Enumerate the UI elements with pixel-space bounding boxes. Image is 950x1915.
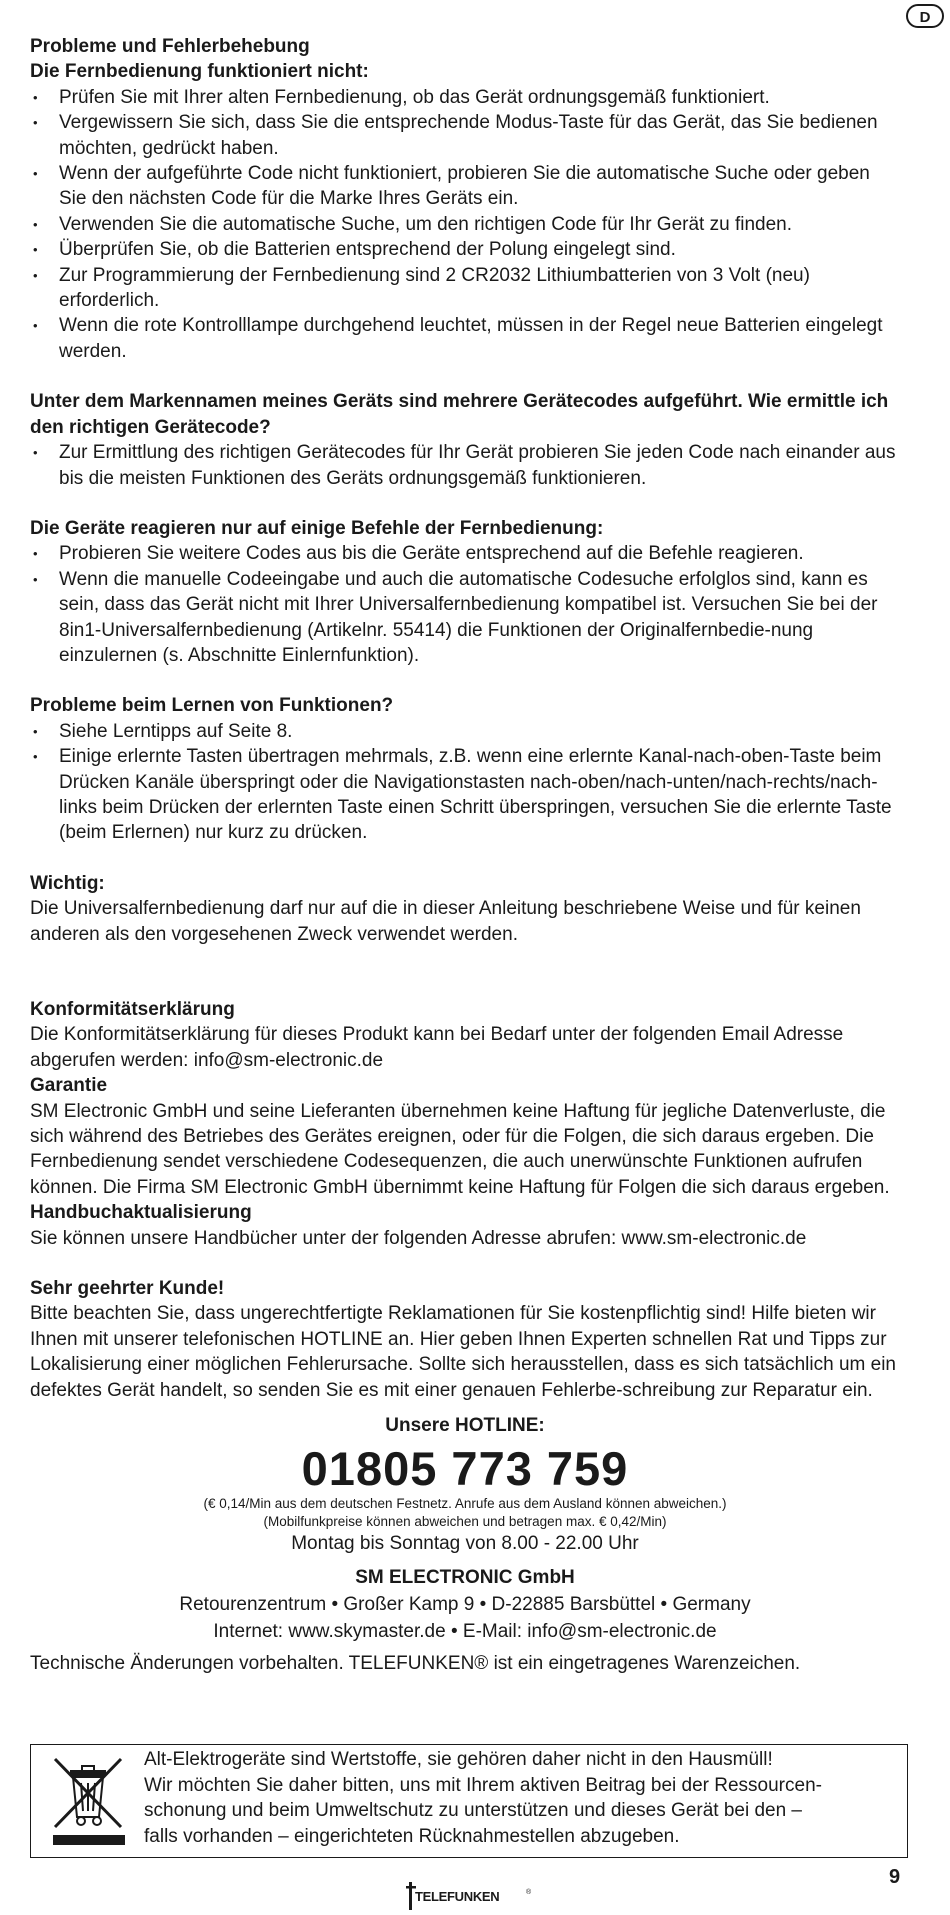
list-item: • Wenn die manuelle Codeeingabe und auch die automatische Codesuche erfolglos sind, kann es sein, dass das Gerät nicht mit Ihrer Universalfernbedienung kompatibel ist. Versuchen Sie bei der 8in1-Universalfernbedienung (Artikelnr. 55414) die Funktionen der Originalfernbedie-nung einzulernen (s. Abschnitte Einlernfunktion). (30, 567, 900, 669)
recycling-line: Wir möchten Sie daher bitten, uns mit Ihrem aktiven Beitrag bei der Ressourcen- (144, 1774, 822, 1796)
partial-commands-list (30, 541, 900, 668)
trademark-note: Technische Änderungen vorbehalten. TELEFUNKEN® ist ein eingetragenes Warenzeichen. (30, 1652, 801, 1674)
troubleshooting-list (30, 85, 900, 364)
warranty-title: Garantie (30, 1075, 108, 1097)
customer-text: Bitte beachten Sie, dass ungerechtfertigte Reklamationen für Sie kostenpflichtig sind! Hilfe bieten wir Ihnen mit unserer telefonischen HOTLINE an. Hier geben Ihnen Experten schnellen Rat und Tipps zur Lokalisierung einer möglichen Fehlerursache. Sollte sich herausstellen, dass es sich tatsächlich um ein defektes Gerät handelt, so senden Sie es mit einer genauen Fehlerbe-schreibung zur Reparatur ein. (30, 1303, 897, 1401)
telefunken-logo (405, 1880, 545, 1914)
learning-problems-list (30, 719, 900, 846)
list-item: • Verwenden Sie die automatische Suche, um den richtigen Code für Ihr Gerät zu finden. (30, 212, 900, 237)
hotline-number: 01805 773 759 (301, 1441, 629, 1495)
conformity-text: Die Konformitätserklärung für dieses Produkt kann bei Bedarf unter der folgenden Email Adresse abgerufen werden: info@sm-electronic.de (30, 1024, 844, 1071)
list-item: • Einige erlernte Tasten übertragen mehrmals, z.B. wenn eine erlernte Kanal-nach-oben-Taste beim Drücken Kanäle überspringt oder die Navigationstasten nach-oben/nach-unten/nach-rechts/nach-links beim Drücken der erlernten Taste einen Schritt überspringen, versuchen Sie die erlernte Taste (beim Erlernen) nur kurz zu drücken. (30, 744, 900, 846)
crossed-bin-icon (49, 1755, 129, 1847)
remote-not-working-subtitle: Die Fernbedienung funktioniert nicht: (30, 61, 369, 83)
list-item: • Wenn der aufgeführte Code nicht funktioniert, probieren Sie die automatische Suche oder geben Sie den nächsten Code für die Marke Ihres Geräts ein. (30, 161, 900, 212)
list-item: • Vergewissern Sie sich, dass Sie die entsprechende Modus-Taste für das Gerät, das Sie bedienen möchten, gedrückt haben. (30, 110, 900, 161)
company-contact: Internet: www.skymaster.de • E-Mail: info@sm-electronic.de (213, 1620, 717, 1642)
hotline-hours: Montag bis Sonntag von 8.00 - 22.00 Uhr (291, 1532, 639, 1554)
recycling-line: falls vorhanden – eingerichteten Rücknahmestellen abzugeben. (144, 1825, 680, 1847)
partial-commands-title: Die Geräte reagieren nur auf einige Befehle der Fernbedienung: (30, 517, 604, 539)
svg-text:TELEFUNKEN: TELEFUNKEN (415, 1889, 500, 1904)
manual-update-title: Handbuchaktualisierung (30, 1202, 252, 1224)
important-title: Wichtig: (30, 872, 105, 894)
hotline-mobile-note: (Mobilfunkpreise können abweichen und betragen max. € 0,42/Min) (263, 1513, 667, 1529)
multiple-codes-title: Unter dem Markennamen meines Geräts sind mehrere Gerätecodes aufgeführt. Wie ermittle ich den richtigen Gerätecode? (30, 391, 889, 438)
hotline-landline-note: (€ 0,14/Min aus dem deutschen Festnetz. Anrufe aus dem Ausland können abweichen.) (203, 1495, 727, 1511)
recycling-line: Alt-Elektrogeräte sind Wertstoffe, sie gehören daher nicht in den Hausmüll! (144, 1749, 773, 1770)
list-item: • Zur Ermittlung des richtigen Gerätecodes für Ihr Gerät probieren Sie jeden Code nach einander aus bis die meisten Funktionen des Geräts ordnungsgemäß funktionieren. (30, 440, 900, 491)
learning-problems-title: Probleme beim Lernen von Funktionen? (30, 695, 394, 717)
list-item: • Zur Programmierung der Fernbedienung sind 2 CR2032 Lithiumbatterien von 3 Volt (neu) erforderlich. (30, 263, 900, 314)
recycling-line: schonung und beim Umweltschutz zu unterstützen und dieses Gerät bei den – (144, 1800, 802, 1822)
page-number: 9 (889, 1866, 901, 1888)
page-content (30, 34, 900, 1676)
company-name: SM ELECTRONIC GmbH (355, 1566, 575, 1588)
list-item: • Prüfen Sie mit Ihrer alten Fernbedienung, ob das Gerät ordnungsgemäß funktioniert. (30, 85, 900, 110)
recycling-notice (30, 1744, 908, 1858)
manual-update-text: Sie können unsere Handbücher unter der folgenden Adresse abrufen: www.sm-electronic.de (30, 1227, 807, 1249)
customer-title: Sehr geehrter Kunde! (30, 1278, 225, 1300)
language-badge: D (906, 4, 944, 28)
troubleshooting-title: Probleme und Fehlerbehebung (30, 36, 310, 57)
conformity-title: Konformitätserklärung (30, 999, 235, 1020)
recycling-text (144, 1747, 894, 1849)
warranty-text: SM Electronic GmbH und seine Lieferanten übernehmen keine Haftung für jegliche Datenverluste, die sich während des Betriebes des Gerätes ereignen, oder für die Folgen, die sich daraus ergeben. Die Fernbedienung sendet verschiedene Codesequenzen, die auch unerwünschte Funktionen aufrufen können. Die Firma SM Electronic GmbH übernimmt keine Haftung für Folgen die sich daraus ergeben. (30, 1100, 890, 1198)
important-text: Die Universalfernbedienung darf nur auf die in dieser Anleitung beschriebene Weise und für keinen anderen als den vorgesehenen Zweck verwendet werden. (30, 898, 861, 945)
hotline-block (30, 1413, 900, 1644)
list-item: • Überprüfen Sie, ob die Batterien entsprechend der Polung eingelegt sind. (30, 237, 900, 262)
multiple-codes-list (30, 440, 900, 491)
svg-text:®: ® (526, 1889, 532, 1896)
list-item: • Wenn die rote Kontrolllampe durchgehend leuchtet, müssen in der Regel neue Batterien eingelegt werden. (30, 313, 900, 364)
list-item: • Probieren Sie weitere Codes aus bis die Geräte entsprechend auf die Befehle reagieren. (30, 541, 900, 566)
list-item: • Siehe Lerntipps auf Seite 8. (30, 719, 900, 744)
hotline-label: Unsere HOTLINE: (385, 1415, 545, 1437)
company-address: Retourenzentrum • Großer Kamp 9 • D-22885 Barsbüttel • Germany (179, 1593, 751, 1615)
